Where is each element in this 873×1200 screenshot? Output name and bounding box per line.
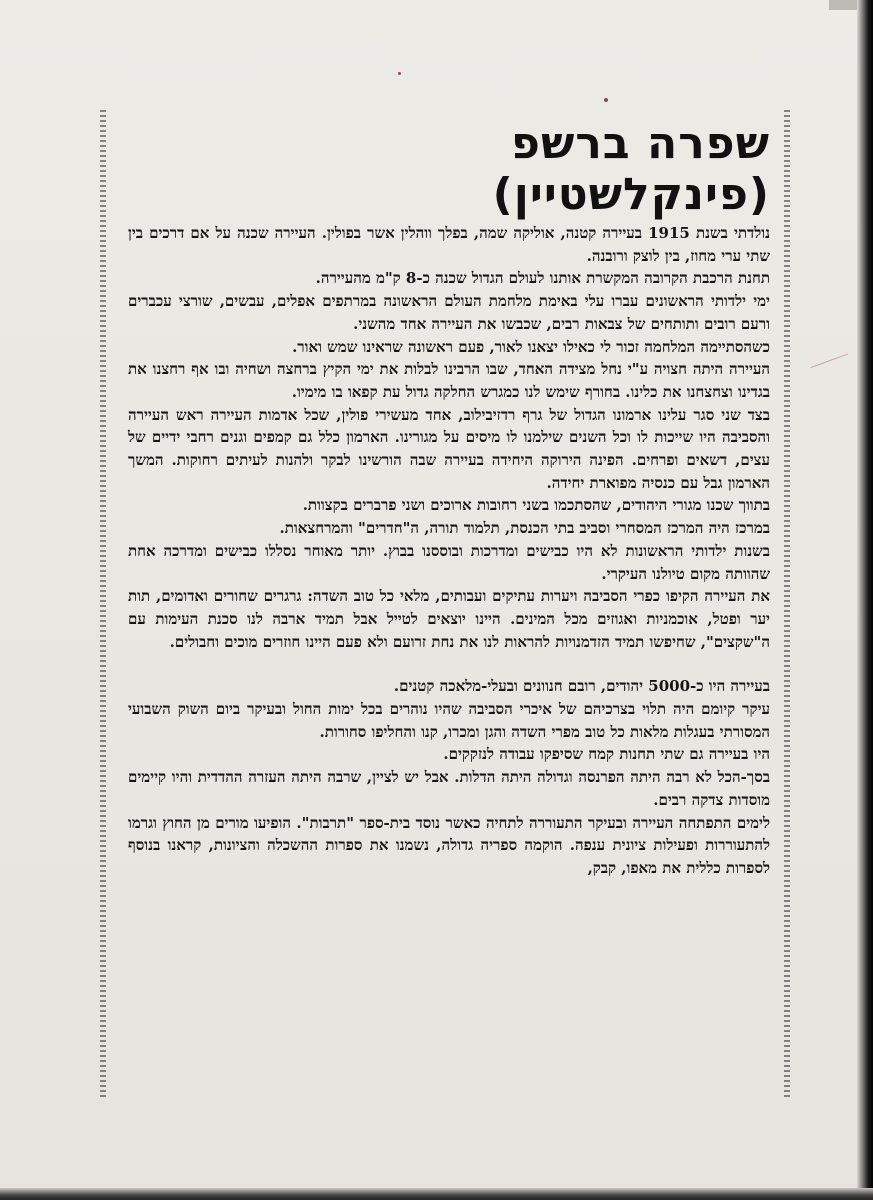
paragraph: העיירה היתה חצויה ע"י נחל מצידה האחד, שבו הרבינו לבלות את ימי הקיץ ברחצה ושחיה ובו אף רחצנו את בגדינו וצחצחנו את כלינו. בחורף שימש לנו כמגרש החלקה גדול עת קפאו בו מימיו. (128, 360, 770, 401)
paragraph: תחנת הרכבת הקרובה המקשרת אותנו לעולם הגדול שכנה כ-8 ק"מ מהעיירה. (315, 269, 770, 288)
paper-speck (398, 72, 401, 75)
paragraph: בתווך שכנו מגורי היהודים, שהסתכמו בשני רחובות ארוכים ושני פרברים בקצוות. (302, 496, 770, 515)
paragraph: בצד שני סגר עלינו ארמונו הגדול של גרף רדזיבילוב, אחד מעשירי פולין, שכל אדמות העיירה ראש העיירה והסביבה היו שייכות לו וכל השנים שילמנו לו מיסים על מגורינו. הארמון כלל גם קמפים וגנים רחבי ידיים של עצים, דשאים ופרחים. הפינה הירוקה היחידה בעיירה שבה הורשינו לבקר ולהנות לעיתים רחוקות. המשך הארמון גבל עם כנסיה מפוארת יחידה. (128, 405, 770, 492)
scan-edge-right (857, 0, 873, 1200)
paragraph: בסך-הכל לא רבה היתה הפרנסה וגדולה היתה הדלות. אבל יש לציין, שרבה היתה העזרה ההדדית והיו קיימים מוסדות צדקה רבים. (128, 768, 770, 809)
paragraph: נולדתי בשנת 1915 בעיירה קטנה, אוליקה שמה, בפלך ווהלין אשר בפולין. העיירה שכנה על אם דרכים בין שתי ערי מחוז, בין לוצק ורובנה. (128, 224, 770, 265)
paragraph: את העיירה הקיפו כפרי הסביבה ויערות עתיקים ועבותים, מלאי כל טוב השדה: גרגרים שחורים ואדומים, תות יער ופטל, אוכמניות ואגוזים מכל המינים. היינו יוצאים לטייל אבל תמיד ארבה לנו סכנת העימות עם ה"שקצים", שחיפשו תמיד הזדמנויות להראות לנו את נחת זרועם ולא פעם היינו חוזרים מוכים וחבולים. (128, 587, 770, 651)
document-body (128, 222, 770, 880)
paper-speck (604, 98, 608, 102)
paragraph: במרכז היה המרכז המסחרי וסביב בתי הכנסת, תלמוד תורה, ה"חדרים" והמרחצאות. (279, 519, 770, 538)
paragraph: לימים התפתחה העיירה ובעיקר התעוררה לתחיה כאשר נוסד בית-ספר "תרבות". הופיעו מורים מן החוץ וגרמו להתעוררות ופעילות ציונית ענפה. הוקמה ספריה גדולה, נשמנו את ספרות ההשכלה והציונות, קראנו בנוסף לספרות כללית את מאפו, קבק, (128, 813, 770, 877)
decorative-border-right (784, 110, 790, 1100)
paragraph: היו בעיירה גם שתי תחנות קמח שסיפקו עבודה לנזקקים. (443, 745, 770, 764)
scan-edge-bottom (0, 1188, 873, 1200)
paper-mark (810, 353, 851, 377)
page-title: שפרה ברשפ (פינקלשטיין) (492, 118, 770, 220)
paragraph: עיקר קיומם היה תלוי בצרכיהם של איכרי הסביבה שהיו נוהרים בכל ימות החול ובעיקר ביום השוק השבועי המסורתי בעגלות מלאות כל טוב מפרי השדה והגן ומכרו, קנו והחליפו סחורות. (128, 700, 770, 741)
paragraph: ימי ילדותי הראשונים עברו עלי באימת מלחמת העולם הראשונה במרתפים אפלים, עבשים, שורצי עכברים ורעם רובים ותותחים של צבאות רבים, שכבשו את העיירה אחד מהשני. (128, 292, 770, 333)
paragraph: כשהסתיימה המלחמה זכור לי כאילו יצאנו לאור, פעם ראשונה שראינו שמש ואור. (292, 337, 770, 356)
paragraph: בעיירה היו כ-5000 יהודים, רובם חנוונים ובעלי-מלאכה קטנים. (393, 677, 770, 696)
scan-corner-shadow (829, 0, 859, 10)
decorative-border-left (100, 110, 106, 1100)
paragraph: בשנות ילדותי הראשונות לא היו כבישים ומדרכות ובוססנו בבוץ. יותר מאוחר נסללו כבישים ומדרכה אחת שהוותה מקום טיולנו העיקרי. (128, 541, 770, 583)
